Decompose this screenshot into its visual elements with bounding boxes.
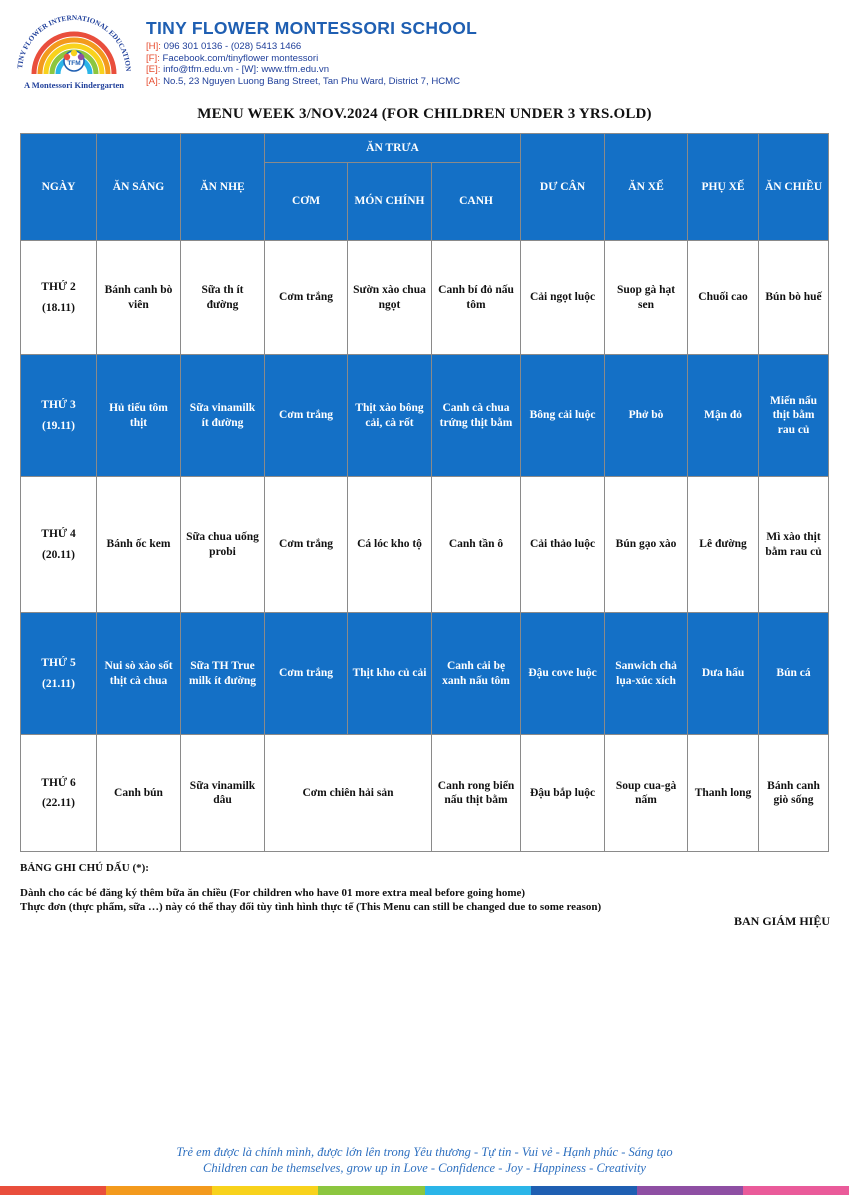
day-cell: THỨ 4 (20.11) [21, 477, 97, 613]
breakfast-cell: Bánh canh bò viên [97, 241, 181, 355]
afternoon-cell: Soup cua-gà nấm [605, 735, 688, 852]
veg-cell: Cải ngọt luộc [521, 241, 605, 355]
stripe-segment [743, 1186, 849, 1195]
afternoon-side-cell: Chuối cao [688, 241, 759, 355]
rice-cell: Cơm trắng [265, 355, 348, 477]
veg-cell: Đậu bắp luộc [521, 735, 605, 852]
breakfast-cell: Bánh ốc kem [97, 477, 181, 613]
afternoon-cell: Phở bò [605, 355, 688, 477]
table-row [21, 735, 829, 852]
signature-label: BAN GIÁM HIỆU [733, 914, 830, 928]
stripe-segment [318, 1186, 424, 1195]
header-main: MÓN CHÍNH [348, 163, 432, 241]
soup-cell: Canh tần ô [432, 477, 521, 613]
soup-cell: Canh cà chua trứng thịt bằm [432, 355, 521, 477]
dinner-cell: Mì xào thịt bằm rau củ [759, 477, 829, 613]
logo-arc-text: TINY FLOWER INTERNATIONAL EDUCATION [16, 14, 133, 72]
stripe-segment [531, 1186, 637, 1195]
afternoon-side-cell: Thanh long [688, 735, 759, 852]
veg-cell: Đậu cove luộc [521, 613, 605, 735]
main-cell: Sườn xào chua ngọt [348, 241, 432, 355]
veg-cell: Cải thảo luộc [521, 477, 605, 613]
notes-line-1: Dành cho các bé đăng ký thêm bữa ăn chiều (For children who have 01 more extra meal before going home) [20, 886, 526, 899]
day-cell: THỨ 2 (18.11) [21, 241, 97, 355]
soup-cell: Canh bí đỏ nấu tôm [432, 241, 521, 355]
stripe-segment [106, 1186, 212, 1195]
header-lunch: ĂN TRƯA [265, 134, 521, 163]
rice-cell: Cơm trắng [265, 477, 348, 613]
header-snack: ĂN NHẸ [181, 134, 265, 241]
contact-facebook[interactable]: [F]: Facebook.com/tinyflower montessori [146, 52, 319, 64]
contact-phone: [H]: 096 301 0136 - (028) 5413 1466 [146, 41, 302, 52]
breakfast-cell: Hủ tiếu tôm thịt [97, 355, 181, 477]
school-name: TINY FLOWER MONTESSORI SCHOOL [146, 18, 478, 38]
header-row [21, 134, 829, 163]
page-title: MENU WEEK 3/NOV.2024 (FOR CHILDREN UNDER 3 YRS.OLD) [197, 106, 652, 122]
table-row [21, 241, 829, 355]
logo-badge-text: TFM [67, 60, 81, 67]
footer-color-stripe [0, 1186, 849, 1195]
footer-slogan [0, 1144, 849, 1176]
notes-heading: BẢNG GHI CHÚ DẤU (*): [20, 862, 149, 874]
school-header [146, 18, 566, 87]
afternoon-cell: Bún gạo xào [605, 477, 688, 613]
snack-cell: Sữa chua uống probi [181, 477, 265, 613]
afternoon-side-cell: Mận đỏ [688, 355, 759, 477]
table-row [21, 613, 829, 735]
contact-address: [A]: No.5, 23 Nguyen Luong Bang Street, Tan Phu Ward, District 7, HCMC [146, 75, 461, 87]
rice-cell: Cơm trắng [265, 613, 348, 735]
afternoon-cell: Sanwich chả lụa-xúc xích [605, 613, 688, 735]
notes-section [20, 861, 828, 915]
stripe-segment [212, 1186, 318, 1195]
afternoon-cell: Suop gà hạt sen [605, 241, 688, 355]
table-row [21, 355, 829, 477]
footer-line-2: Children can be themselves, grow up in Love - Confidence - Joy - Happiness - Creativity [203, 1161, 646, 1175]
contact-list [146, 41, 566, 87]
soup-cell: Canh cải bẹ xanh nấu tôm [432, 613, 521, 735]
afternoon-side-cell: Dưa hấu [688, 613, 759, 735]
school-logo [14, 14, 134, 92]
snack-cell: Sữa TH True milk ít đường [181, 613, 265, 735]
day-cell: THỨ 3 (19.11) [21, 355, 97, 477]
header-rice: CƠM [265, 163, 348, 241]
main-cell: Thịt xào bông cải, cà rốt [348, 355, 432, 477]
stripe-segment [0, 1186, 106, 1195]
contact-email-web[interactable]: [E]: info@tfm.edu.vn - [W]: www.tfm.edu.vn [146, 64, 330, 75]
dinner-cell: Bún bò huế [759, 241, 829, 355]
afternoon-side-cell: Lê đường [688, 477, 759, 613]
header-dinner: ĂN CHIỀU [759, 134, 829, 241]
dinner-cell: Bún cá [759, 613, 829, 735]
day-cell: THỨ 6 (22.11) [21, 735, 97, 852]
rainbow-logo-icon [14, 14, 134, 80]
breakfast-cell: Canh bún [97, 735, 181, 852]
header-day: NGÀY [21, 134, 97, 241]
stripe-segment [425, 1186, 531, 1195]
header-soup: CANH [432, 163, 521, 241]
soup-cell: Canh rong biển nấu thịt bằm [432, 735, 521, 852]
snack-cell: Sữa vinamilk dâu [181, 735, 265, 852]
header-afternoon-side: PHỤ XẾ [688, 134, 759, 241]
main-cell: Cá lóc kho tộ [348, 477, 432, 613]
main-cell: Thịt kho củ cải [348, 613, 432, 735]
notes-line-2: Thực đơn (thực phẩm, sữa …) này có thể thay đổi tùy tình hình thực tế (This Menu can still be changed due to some reason) [20, 901, 602, 913]
rice-cell: Cơm trắng [265, 241, 348, 355]
dinner-cell: Bánh canh giò sống [759, 735, 829, 852]
menu-table [20, 133, 829, 852]
footer-line-1: Trẻ em được là chính mình, được lớn lên trong Yêu thương - Tự tin - Vui vẻ - Hạnh phúc - Sáng tạo [176, 1145, 673, 1159]
rice-main-cell: Cơm chiên hải sản [265, 735, 432, 852]
day-cell: THỨ 5 (21.11) [21, 613, 97, 735]
breakfast-cell: Nui sò xào sốt thịt cà chua [97, 613, 181, 735]
header-veg: DƯ CÂN [521, 134, 605, 241]
header-afternoon: ĂN XẾ [605, 134, 688, 241]
snack-cell: Sữa th ít đường [181, 241, 265, 355]
dinner-cell: Miến nấu thịt bằm rau củ [759, 355, 829, 477]
stripe-segment [637, 1186, 743, 1195]
logo-caption: A Montessori Kindergarten [23, 80, 125, 90]
header-breakfast: ĂN SÁNG [97, 134, 181, 241]
snack-cell: Sữa vinamilk ít đường [181, 355, 265, 477]
table-row [21, 477, 829, 613]
veg-cell: Bông cải luộc [521, 355, 605, 477]
